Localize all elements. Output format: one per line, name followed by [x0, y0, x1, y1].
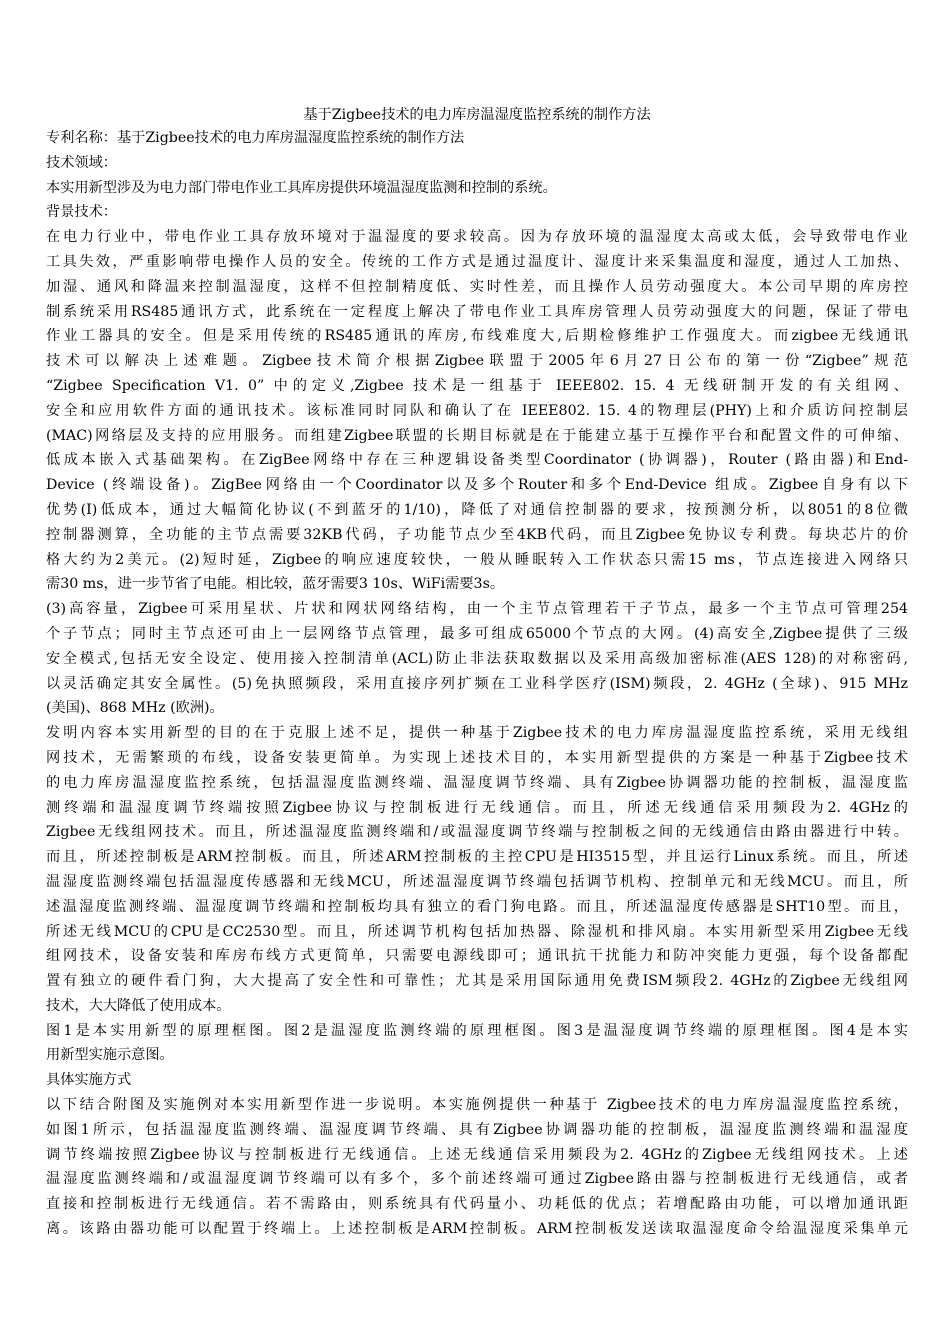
text-line: 测终端和温湿度调节终端按照Zigbee协议与控制板进行无线通信。而且，所述无线通信采用频段为2. 4GHz的	[46, 799, 908, 816]
text-line: 所述无线MCU的CPU是CC2530型。而且，所述调节机构包括加热器、除湿机和排风扇。本实用新型采用Zigbee无线	[46, 923, 908, 940]
document-body	[46, 126, 908, 1242]
text-line: 加湿、通风和降温来控制温湿度，这样不但控制精度低、实时性差，而且操作人员劳动强度大。本公司早期的库房控	[46, 278, 908, 295]
text-line: 网技术，无需繁琐的布线，设备安装更简单。为实现上述技术目的，本实用新型提供的方案是一种基于Zigbee技术	[46, 749, 908, 766]
text-line: 调节终端按照Zigbee协议与控制板进行无线通信。上述无线通信采用频段为2. 4GHz的Zigbee无线组网技术。上述	[46, 1146, 908, 1163]
document-page	[46, 104, 908, 1242]
text-line: 离。该路由器功能可以配置于终端上。上述控制板是ARM控制板。ARM控制板发送读取温湿度命令给温湿度采集单元	[46, 1221, 908, 1238]
text-line: 需30 ms，进一步节省了电能。相比较，蓝牙需要3 10s、WiFi需要3s。	[46, 576, 505, 593]
text-line: “Zigbee Specification V1. 0” 中的定义,Zigbee 技术是一组基于 IEEE802. 15. 4 无线研制开发的有关组网、	[46, 377, 908, 394]
text-line: 如图1所示，包括温湿度监测终端、温湿度调节终端、具有Zigbee协调器功能的控制板，温湿度监测终端和温湿度	[46, 1121, 908, 1138]
text-line: 以下结合附图及实施例对本实用新型作进一步说明。本实施例提供一种基于 Zigbee技术的电力库房温湿度监控系统，	[46, 1097, 908, 1114]
text-line: 安全和应用软件方面的通讯技术。该标准同时同队和确认了在 IEEE802. 15. 4的物理层(PHY)上和介质访问控制层	[46, 402, 908, 419]
text-line: 技术，大大降低了使用成本。	[46, 997, 231, 1014]
text-line: 个子节点；同时主节点还可由上一层网络节点管理，最多可组成65000个节点的大网。(4)高安全,Zigbee提供了三级	[46, 625, 908, 642]
text-line: 直接和控制板进行无线通信。若不需路由，则系统具有代码量小、功耗低的优点；若增配路由功能，可以增加通讯距	[46, 1196, 908, 1213]
text-line: 以灵活确定其安全属性。(5)免执照频段，采用直接序列扩频在工业科学医疗(ISM)频段，2. 4GHz (全球)、915 MHz	[46, 675, 908, 692]
text-line: Device (终端设备)。ZigBee网络由一个Coordinator以及多个Router和多个End-Device 组成。Zigbee自身有以下	[46, 477, 908, 494]
text-line: 技术领域：	[46, 154, 117, 171]
text-line: 背景技术：	[46, 204, 117, 221]
text-line: 置有独立的硬件看门狗，大大提高了安全性和可靠性；尤其是采用国际通用免费ISM频段2. 4GHz的Zigbee无线组网	[46, 973, 908, 990]
text-line: 安全模式,包括无安全设定、使用接入控制清单(ACL)防止非法获取数据以及采用高级加密标准(AES 128)的对称密码,	[46, 650, 908, 667]
text-line: 温湿度监测终端和/或温湿度调节终端可以有多个，多个前述终端可通过Zigbee路由器与控制板进行无线通信，或者	[46, 1171, 908, 1188]
text-line: 在电力行业中，带电作业工具存放环境对于温湿度的要求较高。因为存放环境的温湿度太高或太低，会导致带电作业	[46, 229, 908, 246]
text-line: 控制器测算，全功能的主节点需要32KB代码，子功能节点少至4KB代码，而且Zigbee免协议专利费。每块芯片的价	[46, 526, 908, 543]
text-line: 用新型实施示意图。	[46, 1047, 174, 1064]
text-line: 述温湿度监测终端、温湿度调节终端和控制板均具有独立的看门狗电路。而且，所述温湿度传感器是SHT10型。而且，	[46, 898, 908, 915]
text-line: 技术可以解决上述难题。Zigbee技术简介根据Zigbee联盟于2005年6月27日公布的第一份“Zigbee”规范	[46, 353, 908, 370]
text-line: (MAC)网络层及支持的应用服务。而组建Zigbee联盟的长期目标就是在于能建立基于互操作平台和配置文件的可伸缩、	[46, 427, 908, 444]
text-line: 优势(I)低成本，通过大幅简化协议(不到蓝牙的1/10)，降低了对通信控制器的要求，按预测分析，以8051的8位微	[46, 501, 908, 518]
text-line: (3)高容量，Zigbee可采用星状、片状和网状网络结构，由一个主节点管理若干子节点，最多一个主节点可管理254	[46, 601, 908, 618]
text-line: (美国)、868 MHz (欧洲)。	[46, 700, 224, 717]
text-line: 发明内容本实用新型的目的在于克服上述不足，提供一种基于Zigbee技术的电力库房温湿度监控系统，采用无线组	[46, 725, 908, 742]
text-line: 而且，所述控制板是ARM控制板。而且，所述ARM控制板的主控CPU是HI3515型，并且运行Linux系统。而且，所述	[46, 849, 908, 866]
text-line: 组网技术，设备安装和库房布线方式更简单，只需要电源线即可；通讯抗干扰能力和防冲突能力更强，每个设备都配	[46, 948, 908, 965]
text-line: 作业工器具的安全。但是采用传统的RS485通讯的库房,布线难度大,后期检修维护工作强度大。而zigbee无线通讯	[46, 328, 908, 345]
text-line: 低成本嵌入式基础架构。在ZigBee网络中存在三种逻辑设备类型Coordinator (协调器)，Router (路由器)和End-	[46, 452, 908, 469]
text-line: Zigbee无线组网技术。而且，所述温湿度监测终端和/或温湿度调节终端与控制板之间的无线通信由路由器进行中转。	[46, 824, 908, 841]
text-line: 制系统采用RS485通讯方式，此系统在一定程度上解决了带电作业工具库房管理人员劳动强度大的问题，保证了带电	[46, 303, 908, 320]
text-line: 格大约为2美元。(2)短时延，Zigbee的响应速度较快，一般从睡眠转入工作状态只需15 ms，节点连接进入网络只	[46, 551, 908, 568]
text-line: 专利名称：基于Zigbee技术的电力库房温湿度监控系统的制作方法	[46, 130, 465, 146]
text-line: 本实用新型涉及为电力部门带电作业工具库房提供环境温湿度监测和控制的系统。	[46, 179, 557, 196]
text-line: 温湿度监测终端包括温湿度传感器和无线MCU，所述温湿度调节终端包括调节机构、控制单元和无线MCU。而且，所	[46, 873, 908, 890]
document-title: 基于Zigbee技术的电力库房温湿度监控系统的制作方法	[303, 107, 651, 123]
text-line: 图1是本实用新型的原理框图。图2是温湿度监测终端的原理框图。图3是温湿度调节终端的原理框图。图4是本实	[46, 1022, 908, 1039]
text-line: 具体实施方式	[46, 1072, 132, 1089]
text-line: 工具失效，严重影响带电操作人员的安全。传统的工作方式是通过温度计、湿度计来采集温度和湿度，通过人工加热、	[46, 253, 908, 270]
text-line: 的电力库房温湿度监控系统，包括温湿度监测终端、温湿度调节终端、具有Zigbee协调器功能的控制板，温湿度监	[46, 774, 908, 791]
